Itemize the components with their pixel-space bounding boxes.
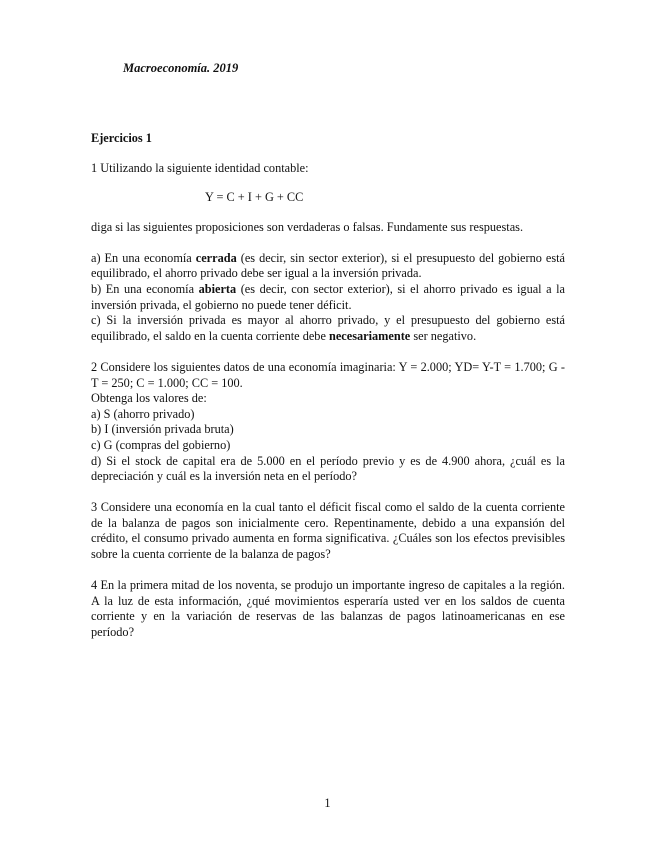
accounting-identity: Y = C + I + G + CC — [205, 190, 304, 205]
page-number: 1 — [324, 796, 331, 810]
item-c-text-rest: ser negativo. — [410, 328, 477, 343]
item-b-emphasis: abierta — [198, 282, 237, 297]
question-2-item-d: d) Si el stock de capital era de 5.000 en el período previo y es de 4.900 ahora, ¿cuál es la depreciación y cuál es la inversión neta en el período? — [91, 453, 565, 484]
question-1-item-b — [91, 282, 565, 313]
item-b-text: b) En una economía — [91, 282, 199, 297]
question-2-intro: 2 Considere los siguientes datos de una economía imaginaria: Y = 2.000; YD= Y-T = 1.700; G - T = 250; C = 1.000; CC = 100. — [91, 359, 565, 390]
item-a-text: a) En una economía — [91, 250, 196, 265]
item-b-text-rest: (es decir, con sector exterior), si el ahorro privado es igual a la inversión privada, el gobierno no puede tener déficit. — [91, 282, 565, 312]
item-c-emphasis: necesariamente — [328, 328, 411, 343]
item-a-emphasis: cerrada — [195, 250, 237, 265]
question-4: 4 En la primera mitad de los noventa, se produjo un importante ingreso de capitales a la región. A la luz de esta información, ¿qué movimientos esperaría usted ver en los saldos de cuenta corriente y en la variación de reservas de las balanzas de pagos latinoamericanas en ese período? — [91, 578, 565, 639]
question-2-item-b: b) I (inversión privada bruta) — [91, 422, 234, 437]
question-2-item-a: a) S (ahorro privado) — [91, 406, 195, 421]
section-title: Ejercicios 1 — [91, 131, 152, 145]
item-a-text-rest: (es decir, sin sector exterior), si el presupuesto del gobierno está equilibrado, el ahorro privado debe ser igual a la inversión privada. — [91, 250, 565, 281]
document-header: Macroeconomía. 2019 — [123, 61, 239, 75]
question-3: 3 Considere una economía en la cual tanto el déficit fiscal como el saldo de la cuenta corriente de la balanza de pagos son inicialmente cero. Repentinamente, debido a una expansión del crédito, el consumo privado aumenta en forma significativa. ¿Cuáles son los efectos previsibles sobre la cuenta corriente de la balanza de pagos? — [91, 500, 565, 561]
question-1-item-a — [91, 251, 565, 282]
document-body — [91, 131, 565, 640]
question-1-intro: 1 Utilizando la siguiente identidad contable: — [91, 160, 309, 175]
question-2-item-c: c) G (compras del gobierno) — [91, 437, 231, 452]
question-1-item-c — [91, 313, 565, 344]
question-2-obtain: Obtenga los valores de: — [91, 391, 207, 406]
question-1-instruction: diga si las siguientes proposiciones son verdaderas o falsas. Fundamente sus respuestas. — [91, 219, 524, 234]
item-c-text: c) Si la inversión privada es mayor al ahorro privado, y el presupuesto del gobierno está equilibrado, el saldo en la cuenta corriente debe — [91, 313, 565, 343]
